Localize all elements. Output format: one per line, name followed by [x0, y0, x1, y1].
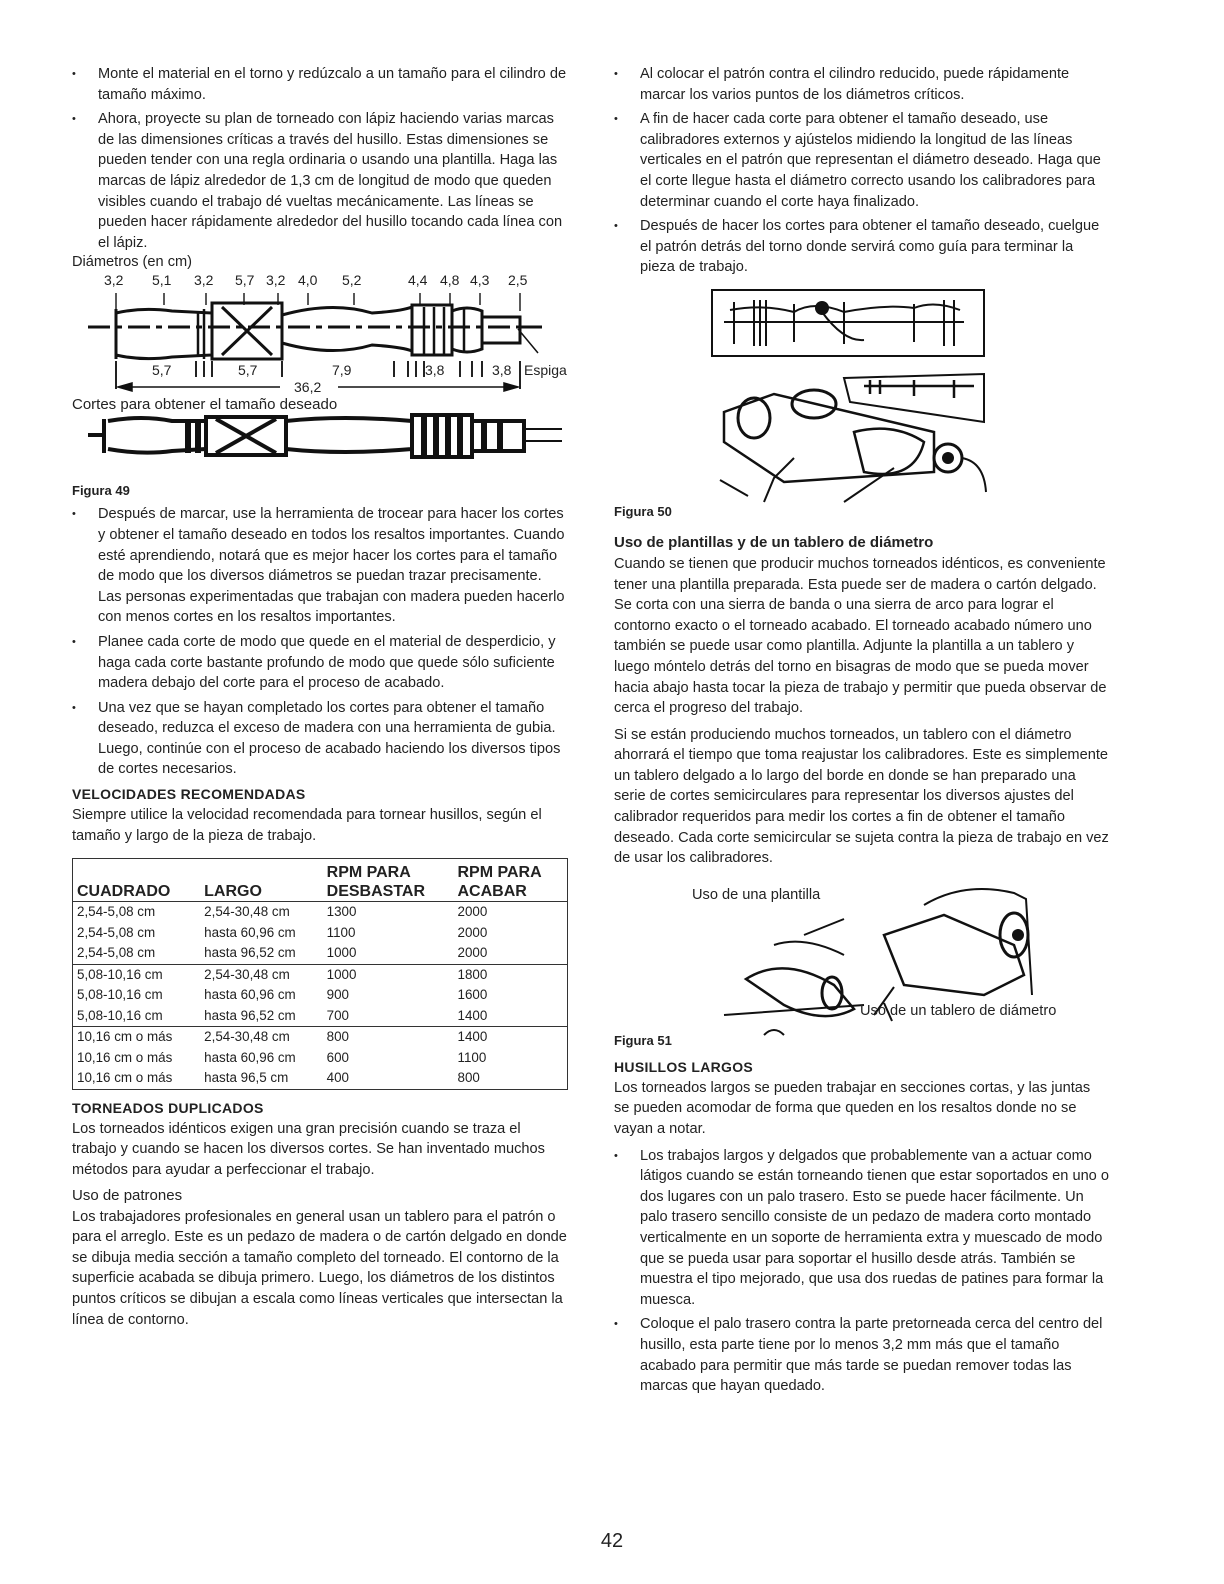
figure-label: Uso de una plantilla — [692, 886, 821, 903]
dim-label: 5,2 — [342, 272, 362, 289]
column-header: ACABAR — [457, 883, 527, 901]
table-cell: 600 — [326, 1049, 349, 1065]
figure-label: Uso de un tablero de diámetro — [860, 1002, 1057, 1019]
list-item: • Al colocar el patrón contra el cilindro reducido, puede rápidamente marcar los varios puntos de los diámetros críticos. — [614, 64, 1109, 105]
dim-label: 7,9 — [332, 362, 352, 379]
table-cell: 2000 — [457, 904, 488, 920]
dim-label: 2,5 — [508, 272, 528, 289]
figure-caption: Figura 50 — [614, 503, 672, 519]
subsection-heading: Uso de plantillas y de un tablero de diámetro — [614, 533, 934, 551]
dim-label: 4,0 — [298, 272, 318, 289]
table-cell: 700 — [326, 1007, 349, 1023]
table-row — [73, 902, 568, 923]
table-cell: 1000 — [326, 945, 357, 961]
table-cell: 5,08-10,16 cm — [77, 987, 163, 1003]
bullet-list-mid-left — [72, 504, 567, 780]
table-row — [73, 1048, 568, 1069]
right-column — [614, 64, 1109, 1401]
table-cell: 5,08-10,16 cm — [73, 964, 201, 985]
column-header: DESBASTAR — [326, 883, 426, 901]
speeds-table — [72, 858, 568, 1090]
dim-label: 5,7 — [238, 362, 258, 379]
table-row — [73, 923, 568, 944]
column-header: LARGO — [204, 883, 262, 901]
dim-label: 5,7 — [152, 362, 172, 379]
page-number: 42 — [600, 1530, 624, 1552]
table-cell: hasta 60,96 cm — [204, 1049, 296, 1065]
table-cell: 1100 — [326, 924, 356, 940]
list-item: • A fin de hacer cada corte para obtener el tamaño deseado, use calibradores externos y ajústelos midiendo la longitud de las líneas verticales en el patrón que representan el diámetro deseado. Haga que el corte llegue hasta el diámetro correcto usando los calibradores para determinar cuando el corte haya finalizado. — [614, 109, 1109, 212]
section-heading: TORNEADOS DUPLICADOS — [72, 1099, 264, 1116]
paragraph: Los torneados idénticos exigen una gran precisión cuando se traza el trabajo y cuando se hacen los diversos cortes. Se han inventado muchos métodos para ayudar a perfeccionar el trabajo. — [72, 1120, 545, 1178]
table-row — [73, 1027, 568, 1048]
table-cell: hasta 96,52 cm — [204, 945, 296, 961]
dim-label: 3,2 — [266, 272, 286, 289]
list-item: • Planee cada corte de modo que quede en el material de desperdicio, y haga cada corte bastante profundo de modo que quede sólo suficiente madera debajo del corte para el proceso de acabado. — [72, 632, 567, 694]
table-cell: 2,54-30,48 cm — [204, 904, 290, 920]
section-heading: HUSILLOS LARGOS — [614, 1058, 754, 1075]
table-cell: 1400 — [454, 1027, 568, 1048]
table-cell: 2,54-30,48 cm — [200, 964, 322, 985]
table-cell: 1100 — [457, 1049, 487, 1065]
pattern-lathe-illustration — [614, 282, 1109, 512]
table-cell: hasta 60,96 cm — [204, 987, 296, 1003]
section-heading: VELOCIDADES RECOMENDADAS — [72, 786, 306, 803]
table-cell: 5,08-10,16 cm — [77, 1007, 163, 1023]
dim-label: 4,4 — [408, 272, 428, 289]
table-cell: 2,54-5,08 cm — [77, 924, 156, 940]
dim-label: 3,8 — [492, 362, 512, 379]
paragraph: Si se están produciendo muchos torneados, un tablero con el diámetro ahorrará el tiempo que toma reajustar los calibradores. Este es simplemente un tablero delgado a lo largo del borde en donde se han preparado una serie de cortes semicirculares para representar los diversos ajustes del calibrador requeridos para medir los cortes a fin de obtener el tamaño deseado. Cada corte semicircular se sujeta contra la pieza de trabajo en vez de usar los calibradores. — [614, 726, 1109, 867]
cuts-label: Cortes para obtener el tamaño deseado — [72, 396, 338, 414]
table-cell: 10,16 cm o más — [77, 1070, 173, 1086]
table-cell: hasta 60,96 cm — [204, 924, 296, 940]
table-cell: 2,54-5,08 cm — [77, 945, 156, 961]
table-cell: 400 — [326, 1070, 349, 1086]
figure-caption: Figura 51 — [614, 1032, 672, 1048]
table-cell: hasta 96,52 cm — [204, 1007, 296, 1023]
table-cell: 2,54-5,08 cm — [77, 904, 156, 920]
table-cell: 900 — [326, 987, 349, 1003]
subsection-heading: Uso de patrones — [72, 1186, 183, 1204]
figure-caption: Figura 49 — [72, 483, 130, 499]
paragraph: Cuando se tienen que producir muchos torneados idénticos, es conveniente tener una plantilla preparada. Esta puede ser de madera o cartón delgado. Se corta con una sierra de banda o una sierra de arco para lograr el contorno exacto o el torneado acabado. El torneado acabado número uno también se puede usar como plantilla. Adjunte la plantilla a un tablero y luego móntelo detrás del torno en bisagras de modo que se pueda mover hacia abajo hasta tocar la pieza de trabajo y permitir que pueda observar de cerca el progreso del trabajo. — [614, 555, 1107, 717]
list-item: • Coloque el palo trasero contra la parte pretorneada cerca del centro del husillo, esta parte tiene por lo menos 3,2 mm más que el tamaño acabado para permitir que más tarde se puedan remover todas las marcas que hayan quedado. — [614, 1314, 1109, 1396]
column-header: RPM PARA — [457, 864, 542, 882]
table-cell: 2000 — [457, 924, 488, 940]
left-column — [72, 64, 567, 1336]
table-cell: 10,16 cm o más — [77, 1049, 173, 1065]
paragraph: Los torneados largos se pueden trabajar en secciones cortas, y las juntas se pueden acomodar de forma que queden en los resaltos donde no se vayan a notar. — [614, 1079, 1091, 1138]
bullet-list-top-right — [614, 64, 1109, 278]
table-cell: 2000 — [457, 945, 488, 961]
dim-label: 4,8 — [440, 272, 460, 289]
paragraph: Los trabajadores profesionales en general usan un tablero para el patrón o para el arreglo. Este es un pedazo de madera o de cartón delgado en donde se dibuja media sección a tamaño completo del torneado. El contorno de la superficie acabada se dibuja primero. Luego, los diámetros de los distintos puntos críticos se dibujan a escala como líneas verticales que intersectan la línea de contorno. — [72, 1208, 567, 1328]
spindle-diagram — [72, 271, 572, 491]
template-illustration — [684, 875, 1104, 1045]
table-row — [73, 1006, 568, 1027]
list-item: • Una vez que se hayan completado los cortes para obtener el tamaño deseado, reduzca el exceso de madera con una herramienta de gubia. Luego, continúe con el proceso de acabado haciendo los diversos tipos de cortes necesarios. — [72, 698, 567, 780]
dim-label: 3,8 — [425, 362, 445, 379]
diameters-label: Diámetros (en cm) — [72, 254, 193, 271]
list-item: • Monte el material en el torno y redúzcalo a un tamaño para el cilindro de tamaño máximo. — [72, 64, 567, 105]
table-cell: 1600 — [457, 987, 488, 1003]
dim-label: 3,2 — [104, 272, 124, 289]
speeds-table-body — [73, 902, 568, 1090]
table-cell: 800 — [323, 1027, 454, 1048]
table-cell: 10,16 cm o más — [73, 1027, 201, 1048]
dim-label: 3,2 — [194, 272, 214, 289]
list-item: • Los trabajos largos y delgados que probablemente van a actuar como látigos cuando se están torneando tienen que estar soportados en uno o dos lugares con un palo trasero. Esto se puede hacer fácilmente. Un palo trasero sencillo consiste de un pedazo de madera corto montado verticalmente en un soporte de herramienta extra y muescado de modo que se pueda usar para soportar el husillo desde atrás. También se muestra el tipo mejorado, que usa dos ruedas de patines para formar la muesca. — [614, 1146, 1109, 1311]
dim-label: 5,1 — [152, 272, 172, 289]
dim-label: 5,7 — [235, 272, 255, 289]
table-cell: 2,54-30,48 cm — [200, 1027, 322, 1048]
table-cell: 1300 — [326, 904, 357, 920]
bullet-list-top-left — [72, 64, 567, 253]
bullet-list-bottom-right — [614, 1146, 1109, 1397]
figure-51 — [614, 875, 1109, 1061]
dim-label: 4,3 — [470, 272, 490, 289]
length-label: 36,2 — [294, 379, 322, 396]
list-item: • Después de marcar, use la herramienta de trocear para hacer los cortes y obtener el tamaño deseado en todos los resaltos importantes. Cuando esté aprendiendo, notará que es mejor hacer los cortes para el tamaño de modo que los diversos diámetros se puedan trazar precisamente. Las personas experimentadas que trabajan con madera pueden hacerlo con menos cortes en los resaltos importantes. — [72, 504, 567, 628]
table-cell: hasta 96,5 cm — [204, 1070, 289, 1086]
figure-49 — [72, 253, 567, 498]
table-cell: 800 — [457, 1070, 480, 1086]
figure-50 — [614, 282, 1109, 530]
table-row — [73, 985, 568, 1006]
table-cell: 1000 — [323, 964, 454, 985]
paragraph: Siempre utilice la velocidad recomendada para tornear husillos, según el tamaño y largo de la pieza de trabajo. — [72, 807, 542, 844]
column-header: CUADRADO — [77, 883, 171, 901]
espiga-label: Espiga — [524, 362, 567, 379]
table-cell: 1800 — [454, 964, 568, 985]
column-header: RPM PARA — [326, 864, 411, 882]
table-row — [73, 1068, 568, 1089]
list-item: • Ahora, proyecte su plan de torneado con lápiz haciendo varias marcas de las dimensiones críticas a través del husillo. Estas dimensiones se pueden tender con una regla ordinaria o usando una plantilla. Haga las marcas de lápiz alrededor de 1,3 cm de longitud de modo que queden visibles cuando el trabajo dé vueltas mecánicamente. Las líneas se pueden hacer rápidamente alrededor del husillo tocando cada línea con el lápiz. — [72, 109, 567, 253]
table-row — [73, 943, 568, 964]
table-cell: 1400 — [457, 1007, 488, 1023]
list-item: • Después de hacer los cortes para obtener el tamaño deseado, cuelgue el patrón detrás del torno donde servirá como guía para terminar la pieza de trabajo. — [614, 216, 1109, 278]
table-row — [73, 964, 568, 985]
